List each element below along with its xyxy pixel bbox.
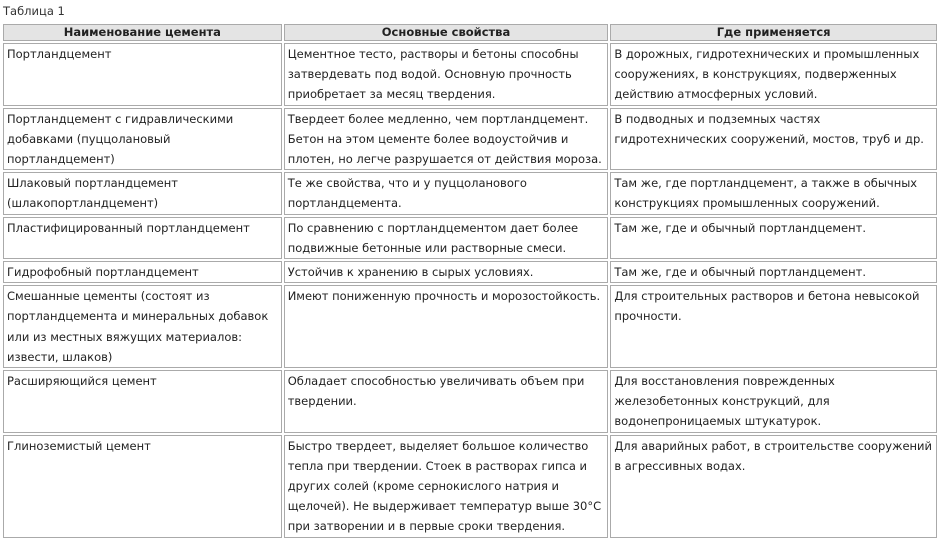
cement-properties: Быстро твердеет, выделяет большое количество тепла при твердении. Стоек в растворах гипса и других солей (кроме сернокислого натрия и щелочей). Не выдерживает температур выше 30°С при затворении и в первые сроки твердения. (284, 435, 609, 538)
table-row (3, 370, 937, 433)
cement-properties: По сравнению с портландцементом дает более подвижные бетонные или растворные смеси. (284, 217, 609, 259)
cement-name: Пластифицированный портландцемент (3, 217, 282, 259)
cement-properties: Устойчив к хранению в сырых условиях. (284, 261, 609, 283)
cement-usage: В дорожных, гидротехнических и промышленных сооружениях, в конструкциях, подверженных действию атмосферных условий. (610, 43, 937, 106)
cement-name: Портландцемент с гидравлическими добавками (пуццолановый портландцемент) (3, 108, 282, 171)
table-row (3, 108, 937, 171)
table-row (3, 217, 937, 259)
table-row (3, 435, 937, 538)
cement-properties: Имеют пониженную прочность и морозостойкость. (284, 285, 609, 368)
cement-name: Гидрофобный портландцемент (3, 261, 282, 283)
cement-usage: Там же, где и обычный портландцемент. (610, 261, 937, 283)
cement-name: Расширяющийся цемент (3, 370, 282, 433)
header-row (3, 24, 937, 41)
table-row (3, 43, 937, 106)
cement-table (1, 22, 939, 540)
header-name: Наименование цемента (3, 24, 282, 41)
table-row (3, 285, 937, 368)
header-usage: Где применяется (610, 24, 937, 41)
table-row (3, 172, 937, 214)
cement-name: Шлаковый портландцемент (шлакопортландцемент) (3, 172, 282, 214)
cement-properties: Обладает способностью увеличивать объем при твердении. (284, 370, 609, 433)
table-row (3, 261, 937, 283)
cement-usage: В подводных и подземных частях гидротехнических сооружений, мостов, труб и др. (610, 108, 937, 171)
cement-usage: Там же, где и обычный портландцемент. (610, 217, 937, 259)
cement-properties: Те же свойства, что и у пуццоланового портландцемента. (284, 172, 609, 214)
header-properties: Основные свойства (284, 24, 609, 41)
cement-properties: Цементное тесто, растворы и бетоны способны затвердевать под водой. Основную прочность приобретает за месяц твердения. (284, 43, 609, 106)
cement-name: Глиноземистый цемент (3, 435, 282, 538)
cement-usage: Для восстановления поврежденных железобетонных конструкций, для водонепроницаемых штукатурок. (610, 370, 937, 433)
cement-usage: Там же, где портландцемент, а также в обычных конструкциях промышленных сооружений. (610, 172, 937, 214)
cement-usage: Для аварийных работ, в строительстве сооружений в агрессивных водах. (610, 435, 937, 538)
table-caption: Таблица 1 (3, 4, 65, 18)
cement-name: Смешанные цементы (состоят из портландцемента и минеральных добавок или из местных вяжущих материалов: извести, шлаков) (3, 285, 282, 368)
cement-name: Портландцемент (3, 43, 282, 106)
cement-properties: Твердеет более медленно, чем портландцемент. Бетон на этом цементе более водоустойчив и плотен, но легче разрушается от действия мороза. (284, 108, 609, 171)
cement-usage: Для строительных растворов и бетона невысокой прочности. (610, 285, 937, 368)
